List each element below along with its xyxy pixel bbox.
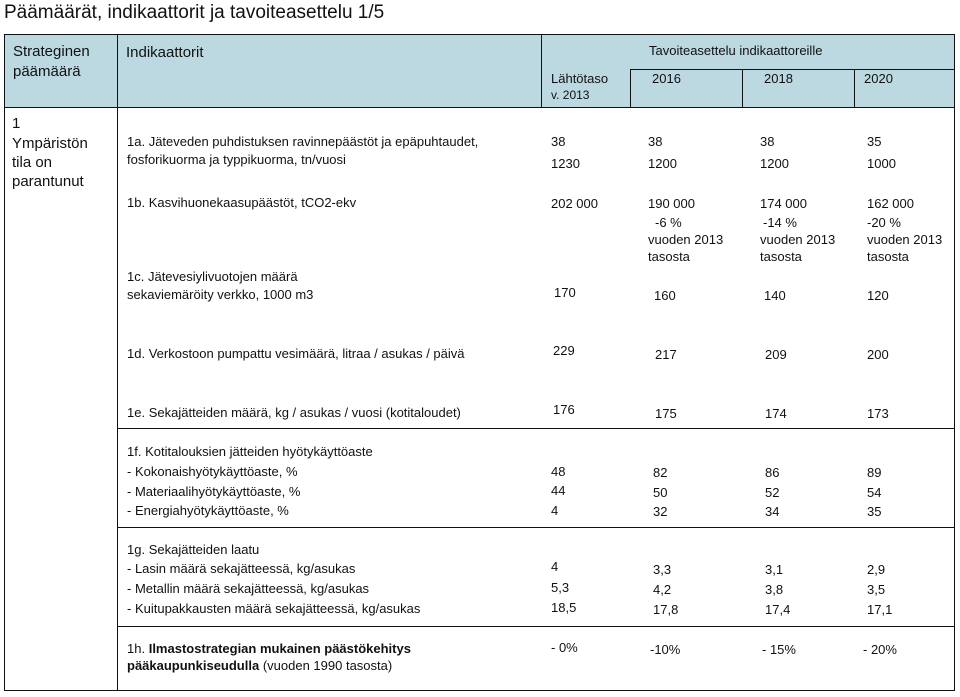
- indicator-1c-detail: sekaviemäröity verkko, 1000 m3: [127, 287, 314, 302]
- value: 120: [867, 288, 889, 303]
- value: 173: [867, 406, 889, 421]
- value: 54: [867, 485, 882, 500]
- col-divider: [854, 69, 855, 107]
- value: - 0%: [551, 640, 578, 655]
- header-baseline-year: v. 2013: [551, 88, 590, 102]
- value: 52: [765, 485, 780, 500]
- col-divider: [742, 69, 743, 107]
- value: 17,1: [867, 602, 893, 617]
- value: 2,9: [867, 562, 886, 577]
- value: - 15%: [762, 642, 796, 657]
- value: 4: [551, 559, 559, 574]
- col-divider: [630, 69, 631, 107]
- value: vuoden 2013: [760, 232, 836, 247]
- value: 209: [765, 347, 787, 362]
- value: 1200: [648, 156, 677, 171]
- value: 162 000: [867, 196, 914, 211]
- value: - 20%: [863, 642, 897, 657]
- row-divider: [117, 626, 954, 627]
- indicator-1d: 1d. Verkostoon pumpattu vesimäärä, litraa / asukas / päivä: [127, 346, 465, 361]
- header-year-2018: 2018: [764, 71, 793, 86]
- row-divider: [117, 527, 954, 528]
- header-goal: Strateginen päämäärä: [13, 43, 90, 80]
- value: 176: [553, 402, 575, 417]
- value: 4: [551, 503, 559, 518]
- indicator-1g-item: - Kuitupakkausten määrä sekajätteessä, kg/asukas: [127, 601, 421, 616]
- value: 3,3: [653, 562, 672, 577]
- value: tasosta: [867, 249, 909, 264]
- indicator-1f-item: - Energiahyötykäyttöaste, %: [127, 503, 289, 518]
- value: vuoden 2013: [867, 232, 943, 247]
- value: 170: [554, 285, 576, 300]
- goals-table: [4, 34, 955, 691]
- value: 174 000: [760, 196, 807, 211]
- value: 18,5: [551, 600, 577, 615]
- value: -6 %: [655, 215, 682, 230]
- value: 38: [760, 134, 775, 149]
- value: 38: [648, 134, 663, 149]
- goal-text: tila on: [12, 154, 53, 171]
- value: 35: [867, 134, 882, 149]
- header-year-2020: 2020: [864, 71, 893, 86]
- value: 3,1: [765, 562, 784, 577]
- value: 3,5: [867, 582, 886, 597]
- value: tasosta: [648, 249, 690, 264]
- value: 5,3: [551, 580, 570, 595]
- value: 89: [867, 465, 882, 480]
- value: 32: [653, 504, 668, 519]
- indicator-1g-item: - Lasin määrä sekajätteessä, kg/asukas: [127, 561, 356, 576]
- value: -14 %: [763, 215, 797, 230]
- value: 35: [867, 504, 882, 519]
- value: 48: [551, 464, 566, 479]
- value: 200: [867, 347, 889, 362]
- value: 17,8: [653, 602, 679, 617]
- indicator-1c: 1c. Jätevesiylivuotojen määrä: [127, 269, 298, 284]
- indicator-1f-item: - Materiaalihyötykäyttöaste, %: [127, 484, 301, 499]
- indicator-1e: 1e. Sekajätteiden määrä, kg / asukas / vuosi (kotitaloudet): [127, 405, 461, 420]
- value: 160: [654, 288, 676, 303]
- value: 229: [553, 343, 575, 358]
- value: 140: [764, 288, 786, 303]
- value: 38: [551, 134, 566, 149]
- indicator-1g: 1g. Sekajätteiden laatu: [127, 542, 260, 557]
- header-year-2016: 2016: [652, 71, 681, 86]
- value: 86: [765, 465, 780, 480]
- header-baseline: Lähtötaso: [551, 71, 609, 86]
- value: 217: [655, 347, 677, 362]
- value: 44: [551, 483, 566, 498]
- value: 1000: [867, 156, 896, 171]
- header-targets: Tavoiteasettelu indikaattoreille: [649, 43, 823, 58]
- col-divider: [117, 35, 118, 690]
- header-indicators: Indikaattorit: [126, 44, 204, 61]
- indicator-1f-item: - Kokonaishyötykäyttöaste, %: [127, 464, 298, 479]
- indicator-1b: 1b. Kasvihuonekaasupäästöt, tCO2-ekv: [127, 195, 357, 210]
- indicator-1a-detail: fosforikuorma ja typpikuorma, tn/vuosi: [127, 152, 346, 167]
- indicator-1a: 1a. Jäteveden puhdistuksen ravinnepäästöt ja epäpuhtaudet,: [127, 134, 479, 149]
- page-title: Päämäärät, indikaattorit ja tavoiteasettelu 1/5: [4, 2, 385, 23]
- indicator-1h: 1h. Ilmastostrategian mukainen päästökehitys: [127, 641, 411, 656]
- value: 174: [765, 406, 787, 421]
- value: 4,2: [653, 582, 672, 597]
- col-divider: [541, 35, 542, 107]
- value: 3,8: [765, 582, 784, 597]
- goal-number: 1: [12, 115, 21, 132]
- value: 190 000: [648, 196, 695, 211]
- value: -10%: [650, 642, 681, 657]
- value: 1230: [551, 156, 580, 171]
- value: 34: [765, 504, 780, 519]
- value: tasosta: [760, 249, 802, 264]
- value: 175: [655, 406, 677, 421]
- value: vuoden 2013: [648, 232, 724, 247]
- row-divider: [117, 428, 954, 429]
- indicator-1h-detail: pääkaupunkiseudulla (vuoden 1990 tasosta): [127, 658, 393, 673]
- goal-text: parantunut: [12, 173, 84, 190]
- value: 82: [653, 465, 668, 480]
- value: -20 %: [867, 215, 901, 230]
- value: 17,4: [765, 602, 791, 617]
- indicator-1f: 1f. Kotitalouksien jätteiden hyötykäyttöaste: [127, 444, 373, 459]
- value: 202 000: [551, 196, 598, 211]
- indicator-1g-item: - Metallin määrä sekajätteessä, kg/asukas: [127, 581, 370, 596]
- value: 1200: [760, 156, 789, 171]
- value: 50: [653, 485, 668, 500]
- goal-text: Ympäristön: [12, 135, 88, 152]
